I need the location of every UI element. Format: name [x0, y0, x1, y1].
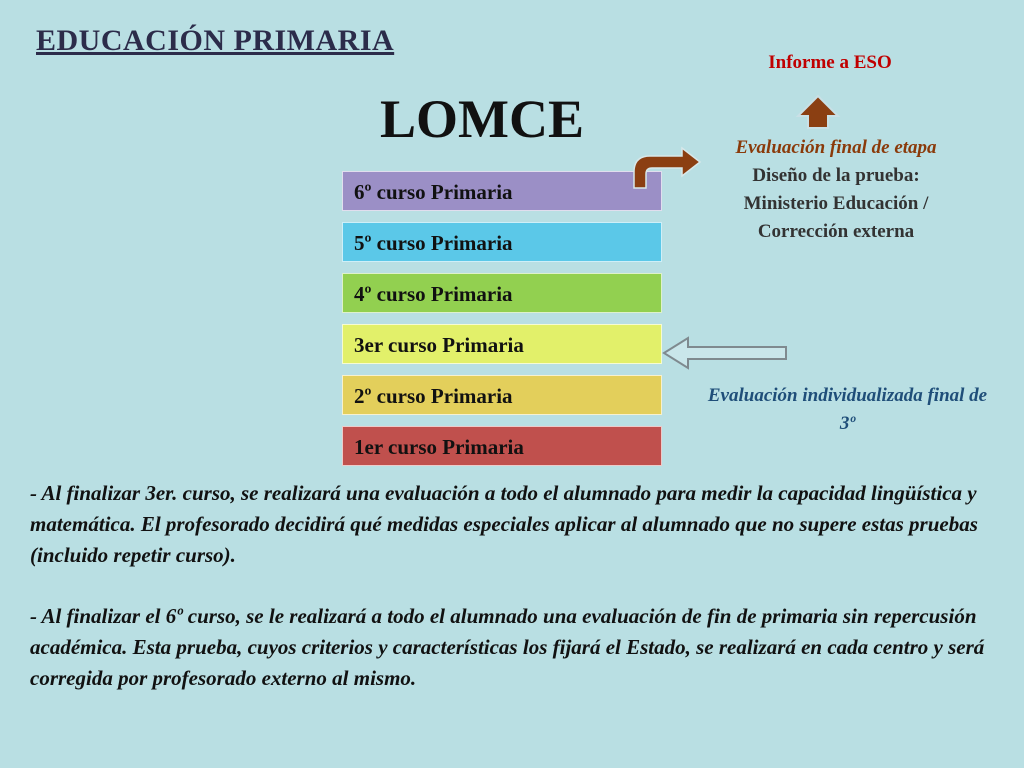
slide-title: LOMCE	[380, 89, 585, 149]
paragraph-sixth-grade: - Al finalizar el 6º curso, se le realizará a todo el alumnado una evaluación de fin de primaria sin repercusión académica. Esta prueba, cuyos criterios y características los fijará el Estado, se realizará en cada centro y será corregida por profesorado externo al mismo.	[30, 604, 985, 690]
eso-report-label: Informe a ESO	[768, 52, 892, 73]
course-3: 3er curso Primaria	[342, 324, 662, 364]
left-arrow-icon	[664, 338, 786, 368]
course-4: 4º curso Primaria	[342, 273, 662, 313]
individual-evaluation-note: Evaluación individualizada final de 3º	[707, 385, 988, 434]
course-5: 5º curso Primaria	[342, 222, 662, 262]
course-2: 2º curso Primaria	[342, 375, 662, 415]
paragraph-third-grade: - Al finalizar 3er. curso, se realizará una evaluación a todo el alumnado para medir la capacidad lingüística y matemática. El profesorado decidirá qué medidas especiales aplicar al alumnado que no supere estas pruebas (incluido repetir curso).	[30, 481, 978, 567]
section-heading: EDUCACIÓN PRIMARIA	[36, 24, 395, 57]
bent-arrow-icon	[634, 148, 700, 188]
final-evaluation-title: Evaluación final de etapa	[735, 137, 937, 158]
final-evaluation-body: Diseño de la prueba: Ministerio Educación / Corrección externa	[743, 165, 929, 242]
course-6: 6º curso Primaria	[342, 171, 662, 211]
course-1: 1er curso Primaria	[342, 426, 662, 466]
up-arrow-icon	[798, 96, 838, 128]
